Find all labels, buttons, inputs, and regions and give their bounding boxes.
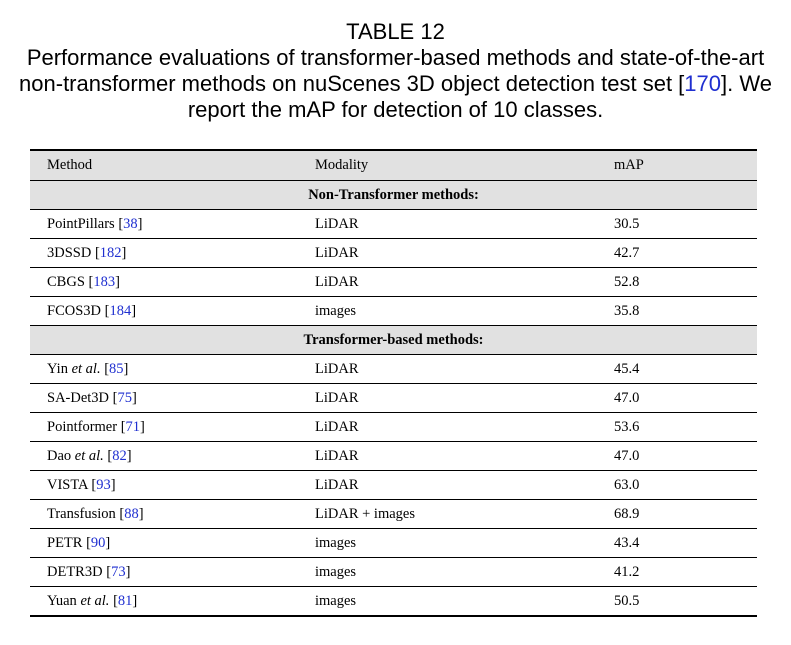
table-row [30, 471, 757, 500]
section-row [30, 181, 757, 210]
modality-cell: images [298, 529, 566, 558]
method-cell: PointPillars [38] [30, 210, 298, 239]
map-cell: 68.9 [566, 500, 757, 529]
modality-cell: images [298, 558, 566, 587]
method-reference-link[interactable]: 90 [90, 534, 106, 551]
method-cell: Yuan et al. [81] [30, 587, 298, 617]
map-cell: 63.0 [566, 471, 757, 500]
table-description [0, 45, 791, 123]
header-row [30, 150, 757, 181]
modality-cell: images [298, 297, 566, 326]
table-row [30, 529, 757, 558]
method-name: DETR3D [47, 563, 103, 580]
table-row [30, 268, 757, 297]
header-map: mAP [614, 157, 644, 173]
modality-cell: LiDAR [298, 384, 566, 413]
table-row [30, 587, 757, 617]
method-cell: 3DSSD [182] [30, 239, 298, 268]
method-reference-link[interactable]: 73 [111, 563, 126, 580]
method-reference-link[interactable]: 38 [123, 215, 138, 232]
modality-cell: images [298, 587, 566, 617]
caption-text-end: ]. We report the mAP for detection of 10 classes. [187, 71, 772, 122]
method-name: Pointformer [47, 418, 118, 435]
method-cell: DETR3D [73] [30, 558, 298, 587]
table-row [30, 297, 757, 326]
map-cell: 50.5 [566, 587, 757, 617]
table-row [30, 500, 757, 529]
method-reference-link[interactable]: 182 [99, 244, 122, 261]
method-cell: Transfusion [88] [30, 500, 298, 529]
method-name: FCOS3D [47, 302, 101, 319]
method-name: Transfusion [47, 505, 116, 522]
map-cell: 43.4 [566, 529, 757, 558]
method-name: Yin [47, 360, 68, 377]
caption-reference-link[interactable]: 170 [684, 71, 722, 96]
method-reference-link[interactable]: 82 [112, 447, 127, 464]
method-name: Yuan [47, 592, 77, 609]
method-reference-link[interactable]: 81 [117, 592, 133, 609]
method-reference-link[interactable]: 93 [96, 476, 111, 493]
map-cell: 35.8 [566, 297, 757, 326]
table-row [30, 558, 757, 587]
modality-cell: LiDAR + images [298, 500, 566, 529]
table-row [30, 210, 757, 239]
table-body [30, 181, 757, 617]
method-name: Dao [47, 447, 72, 464]
method-etal: et al. [74, 447, 104, 464]
method-cell: SA-Det3D [75] [30, 384, 298, 413]
table-row [30, 442, 757, 471]
results-table-container [30, 149, 757, 617]
section-label: Transformer-based methods: [30, 326, 757, 355]
method-name: VISTA [47, 476, 88, 493]
method-reference-link[interactable]: 184 [109, 302, 132, 319]
method-cell: Dao et al. [82] [30, 442, 298, 471]
method-reference-link[interactable]: 71 [125, 418, 141, 435]
method-name: CBGS [47, 273, 85, 290]
method-cell: FCOS3D [184] [30, 297, 298, 326]
table-row [30, 384, 757, 413]
table-title: TABLE 12 [346, 19, 445, 44]
modality-cell: LiDAR [298, 442, 566, 471]
map-cell: 47.0 [566, 442, 757, 471]
modality-cell: LiDAR [298, 471, 566, 500]
method-reference-link[interactable]: 183 [93, 273, 116, 290]
method-reference-link[interactable]: 85 [109, 360, 124, 377]
header-modality: Modality [315, 157, 369, 173]
method-name: PETR [47, 534, 83, 551]
method-reference-link[interactable]: 75 [117, 389, 132, 406]
map-cell: 41.2 [566, 558, 757, 587]
method-reference-link[interactable]: 88 [124, 505, 139, 522]
table-row [30, 355, 757, 384]
method-etal: et al. [80, 592, 110, 609]
map-cell: 52.8 [566, 268, 757, 297]
map-cell: 45.4 [566, 355, 757, 384]
map-cell: 53.6 [566, 413, 757, 442]
method-name: SA-Det3D [47, 389, 110, 406]
modality-cell: LiDAR [298, 413, 566, 442]
method-name: PointPillars [47, 215, 115, 232]
map-cell: 30.5 [566, 210, 757, 239]
method-cell: Yin et al. [85] [30, 355, 298, 384]
method-cell: PETR [90] [30, 529, 298, 558]
results-table [30, 149, 757, 617]
map-cell: 47.0 [566, 384, 757, 413]
section-row [30, 326, 757, 355]
table-row [30, 239, 757, 268]
modality-cell: LiDAR [298, 355, 566, 384]
method-cell: Pointformer [71] [30, 413, 298, 442]
caption-text-start: Performance evaluations of transformer-based methods and state-of-the-art non-transformer methods on nuScenes 3D object detection test set [ [19, 45, 765, 96]
section-label: Non-Transformer methods: [30, 181, 757, 210]
modality-cell: LiDAR [298, 239, 566, 268]
table-caption [0, 19, 791, 123]
method-cell: CBGS [183] [30, 268, 298, 297]
modality-cell: LiDAR [298, 268, 566, 297]
header-method: Method [47, 157, 93, 173]
table-row [30, 413, 757, 442]
method-name: 3DSSD [47, 244, 92, 261]
map-cell: 42.7 [566, 239, 757, 268]
method-cell: VISTA [93] [30, 471, 298, 500]
method-etal: et al. [71, 360, 101, 377]
modality-cell: LiDAR [298, 210, 566, 239]
table-header [30, 150, 757, 181]
